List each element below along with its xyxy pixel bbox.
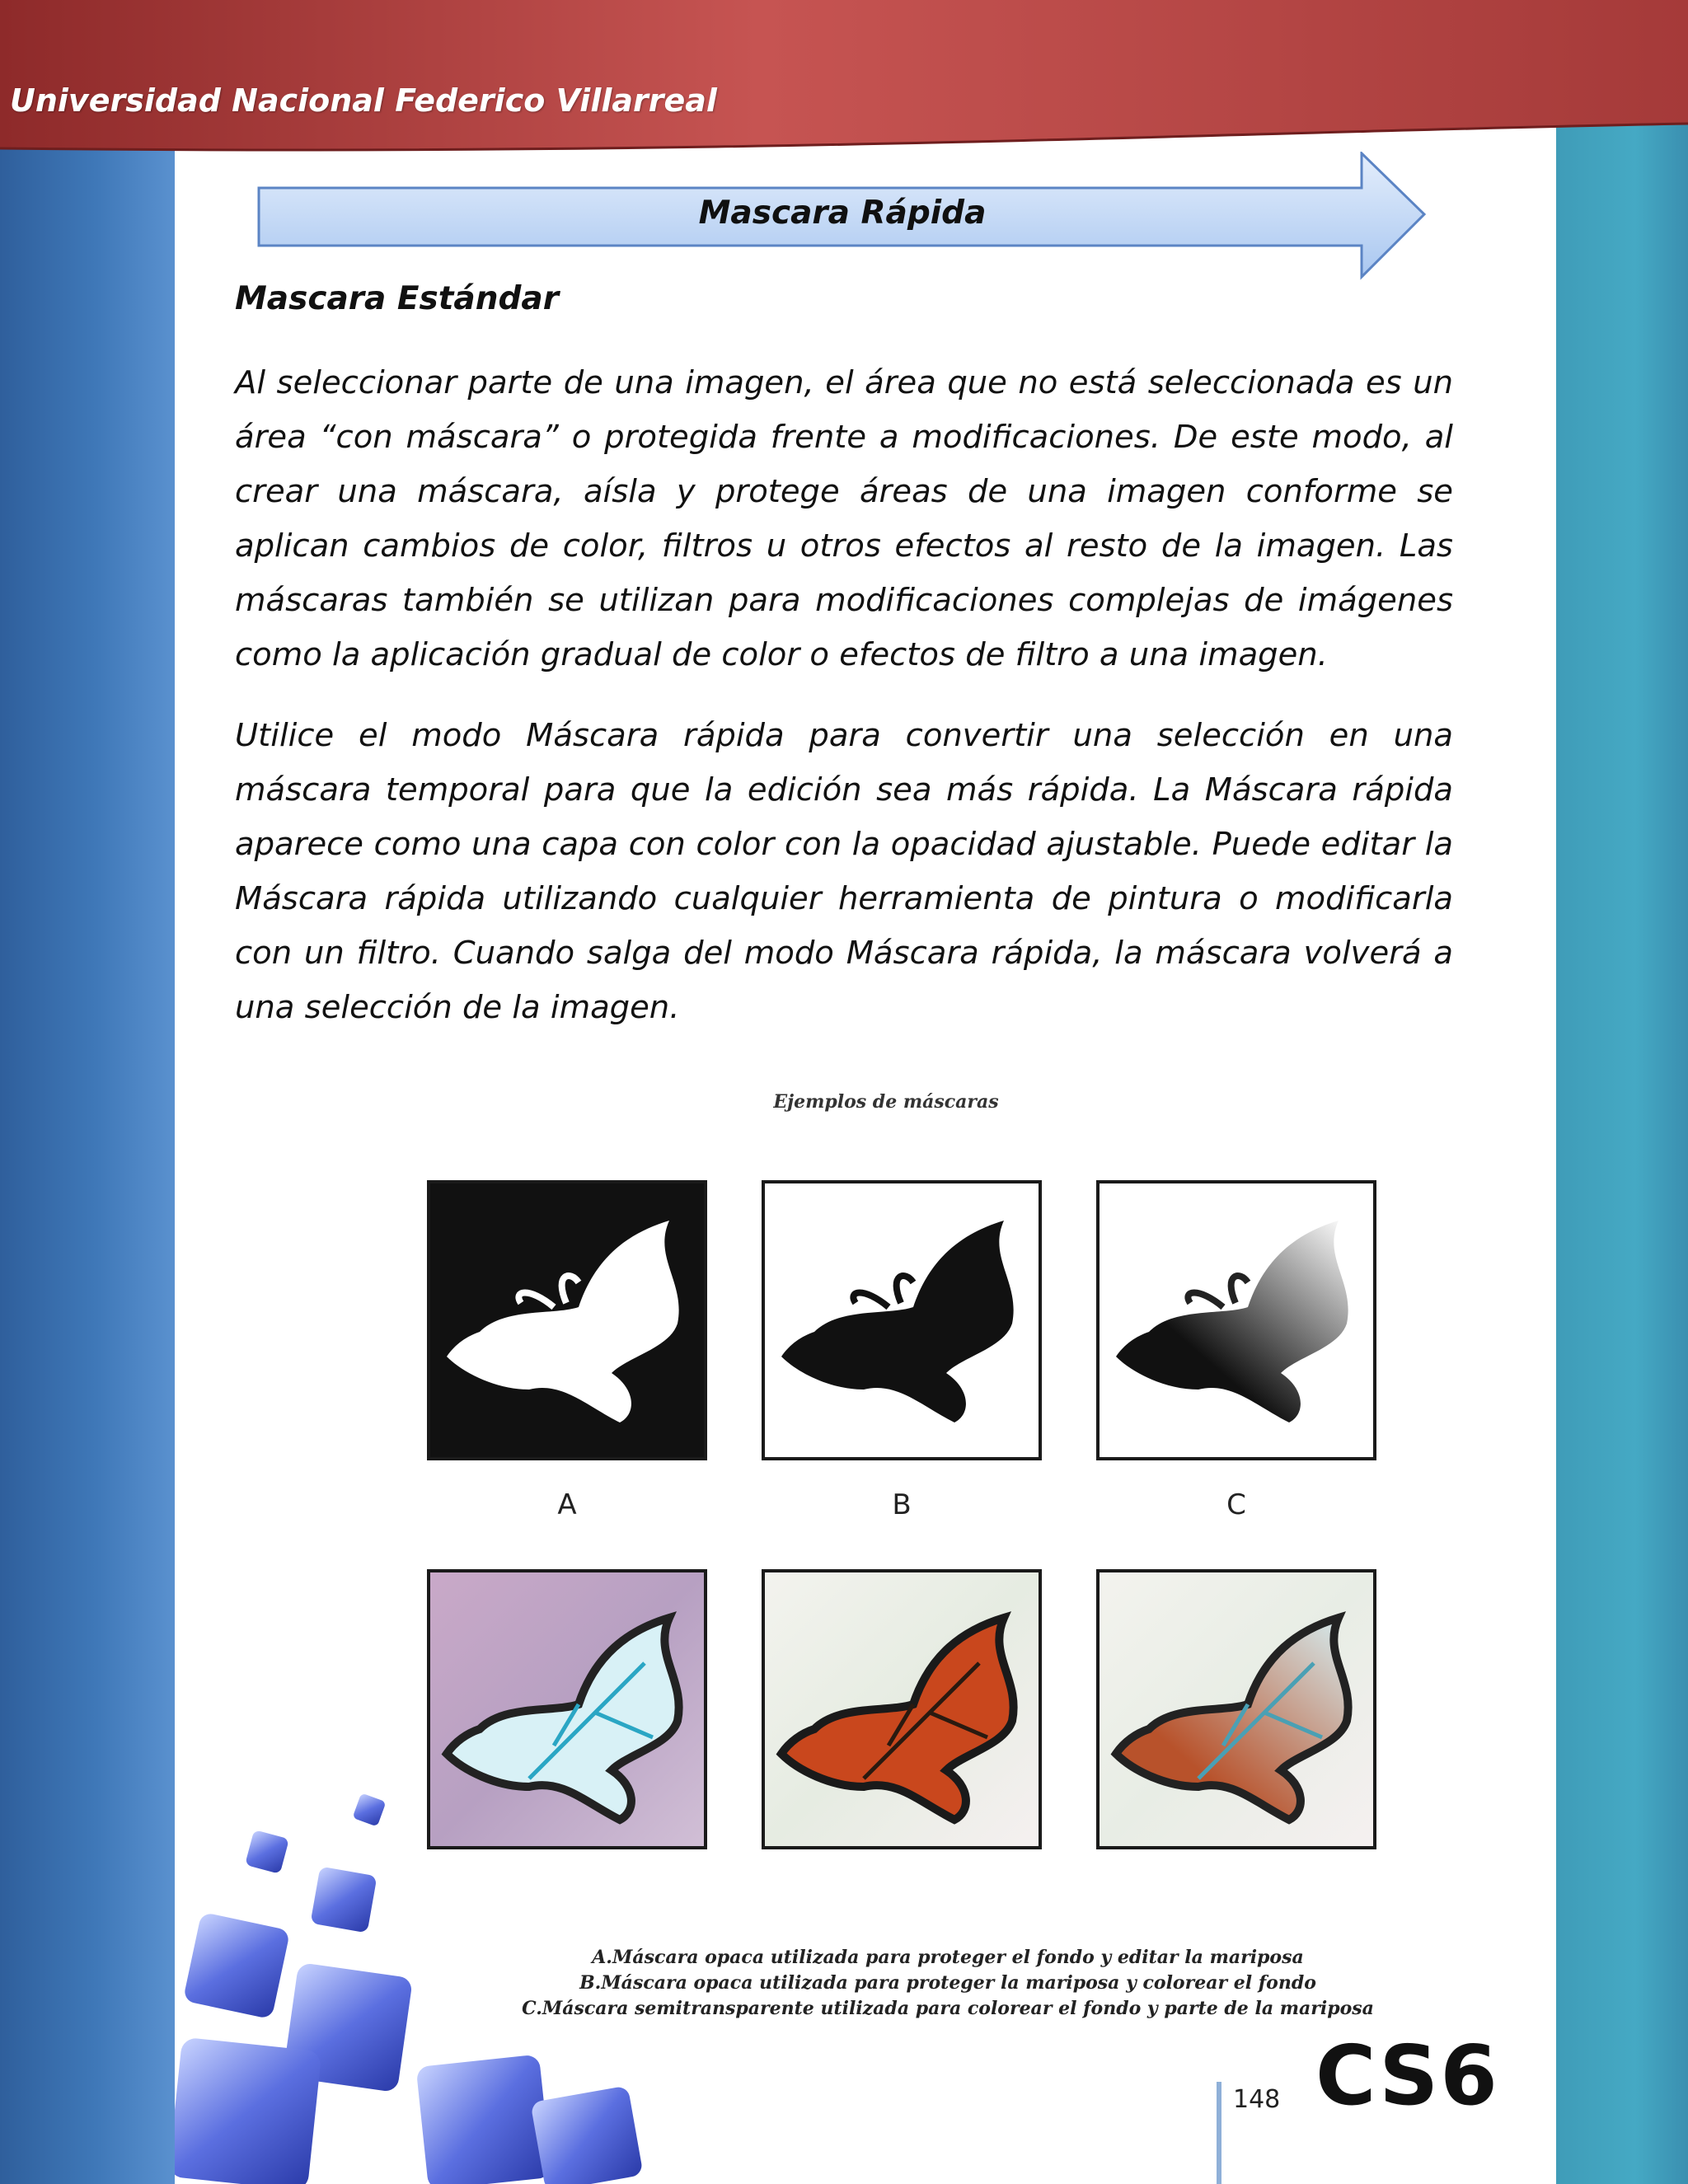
institution-title: Universidad Nacional Federico Villarreal <box>10 82 717 119</box>
butterfly-photo-a <box>427 1569 707 1849</box>
label-b: B <box>892 1488 912 1521</box>
caption-a: A.Máscara opaca utilizada para proteger el fondo y editar la mariposa <box>592 1947 1304 1968</box>
section-heading: Mascara Estándar <box>235 280 559 317</box>
caption-c: C.Máscara semitransparente utilizada para colorear el fondo y parte de la mariposa <box>522 1998 1374 2019</box>
right-decorative-band <box>1556 0 1688 2184</box>
mask-examples-figure <box>412 1071 1484 2044</box>
figure-title: Ejemplos de máscaras <box>773 1091 999 1113</box>
paragraph-1: Al seleccionar parte de una imagen, el área que no está seleccionada es un área “con máscara” o protegida frente a modificaciones. De este modo, al crear una máscara, aísla y protege áreas de una imagen conforme se aplican cambios de color, filtros u otros efectos al resto de la imagen. Las máscaras también se utilizan para modificaciones complejas de imágenes como la aplicación gradual de color o efectos de filtro a una imagen. <box>235 364 1453 673</box>
butterfly-photo-b <box>762 1569 1042 1849</box>
label-c: C <box>1226 1488 1246 1521</box>
cs6-badge: CS6 <box>1315 2027 1499 2124</box>
mask-a-image <box>427 1180 707 1460</box>
butterfly-photo-c <box>1096 1569 1376 1849</box>
caption-b: B.Máscara opaca utilizada para proteger la mariposa y colorear el fondo <box>579 1972 1316 1994</box>
paragraph-2: Utilice el modo Máscara rápida para convertir una selección en una máscara temporal para que la edición sea más rápida. La Máscara rápida aparece como una capa con color con la opacidad ajustable. Puede editar la Máscara rápida utilizando cualquier herramienta de pintura o modificarla con un filtro. Cuando salga del modo Máscara rápida, la máscara volverá a una selección de la imagen. <box>235 717 1453 1026</box>
label-a: A <box>557 1488 577 1521</box>
footer-divider <box>1217 2082 1221 2184</box>
header-banner <box>0 0 1688 157</box>
mask-b-image <box>762 1180 1042 1460</box>
page-number: 148 <box>1233 2085 1281 2114</box>
left-decorative-band <box>0 0 175 2184</box>
mask-c-image <box>1096 1180 1376 1460</box>
section-banner-title: Mascara Rápida <box>698 194 987 232</box>
